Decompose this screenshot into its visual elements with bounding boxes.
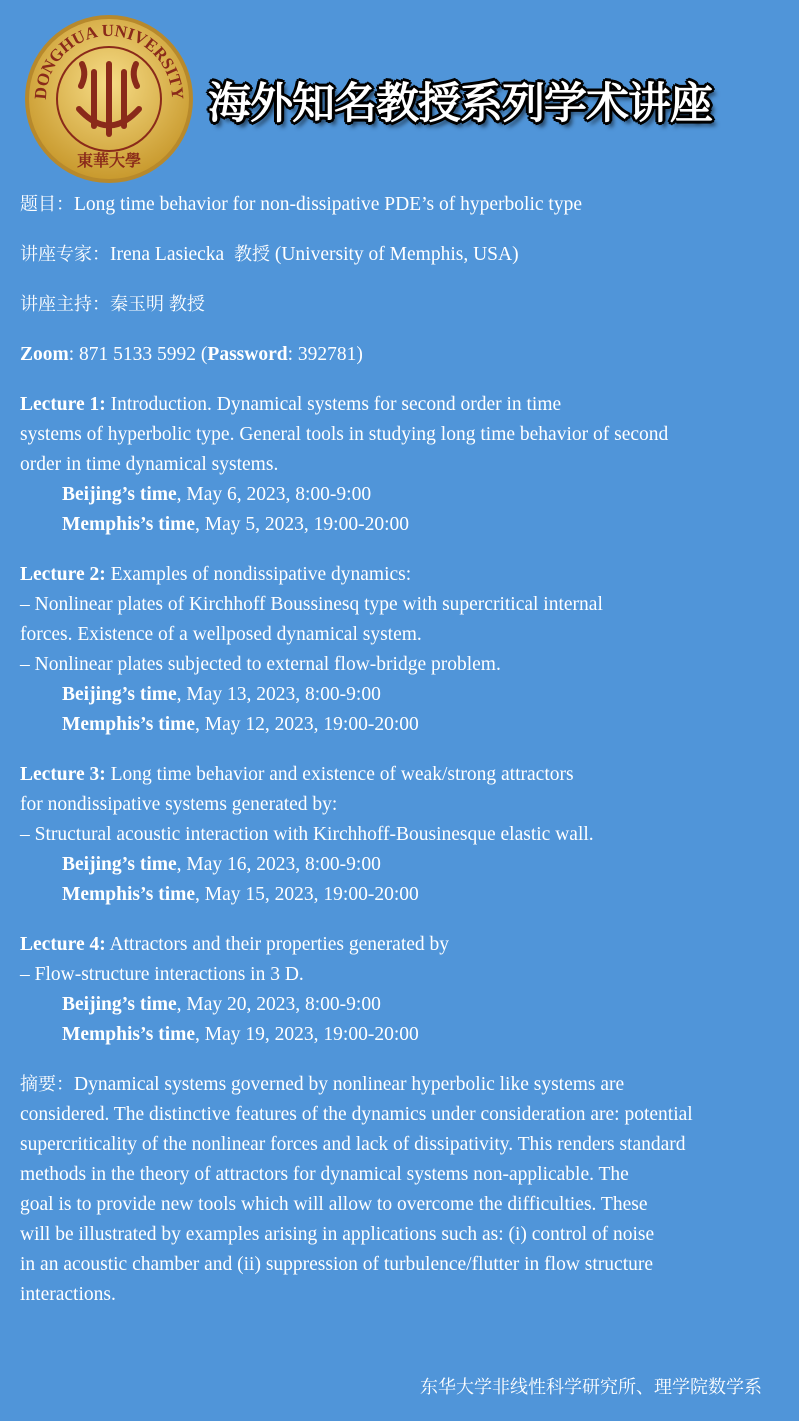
zoom-line [20,340,790,370]
memphis-time-label: Memphis’s time [62,714,196,735]
lecture-text: – Structural acoustic interaction with Kirchhoff-Bousinesque elastic wall. [20,824,594,845]
speaker-name: Irena Lasiecka [110,244,225,265]
lecture-4 [20,930,790,1050]
topic-label: 题目： [20,194,74,215]
logo-chinese-name: 東華大學 [76,151,142,170]
beijing-time-value: , May 13, 2023, 8:00-9:00 [176,684,381,705]
memphis-time-value: , May 12, 2023, 19:00-20:00 [195,714,419,735]
host-name: 秦玉明 [110,294,164,315]
password-label: Password [207,344,288,365]
speaker-affiliation: (University of Memphis, USA) [274,244,519,265]
memphis-time-value: , May 5, 2023, 19:00-20:00 [195,514,409,535]
lecture-label: Lecture 1: [20,394,106,415]
abstract-text: interactions. [20,1284,116,1305]
logo-arc-text: DONGHUA UNIVERSITY [30,20,188,101]
speaker-line [20,240,790,270]
beijing-time-value: , May 16, 2023, 8:00-9:00 [176,854,381,875]
password-value: : 392781) [287,344,363,365]
speaker-label: 讲座专家： [20,244,110,265]
university-seal-logo [24,14,194,184]
lecture-text: Examples of nondissipative dynamics: [110,564,412,585]
lecture-label: Lecture 3: [20,764,106,785]
memphis-time-label: Memphis’s time [62,1024,196,1045]
lecture-1 [20,390,790,540]
zoom-label: Zoom [20,344,69,365]
abstract [20,1070,790,1310]
lecture-2 [20,560,790,740]
lecture-text: – Nonlinear plates of Kirchhoff Boussinesq type with supercritical internal [20,594,603,615]
memphis-time-label: Memphis’s time [62,514,196,535]
organizer-footer: 东华大学非线性科学研究所、理学院数学系 [420,1377,762,1398]
lecture-text: for nondissipative systems generated by: [20,794,338,815]
host-title: 教授 [168,294,205,315]
host-line [20,290,790,320]
topic-text: Long time behavior for non-dissipative PDE’s of hyperbolic type [74,194,582,215]
host-label: 讲座主持： [20,294,110,315]
lecture-text: Attractors and their properties generated by [109,934,450,955]
abstract-label: 摘要： [20,1074,74,1095]
beijing-time-label: Beijing’s time [62,854,177,875]
topic-line [20,190,790,220]
lecture-text: – Flow-structure interactions in 3 D. [20,964,304,985]
lecture-text: Long time behavior and existence of weak/strong attractors [110,764,574,785]
beijing-time-label: Beijing’s time [62,994,177,1015]
lecture-label: Lecture 4: [20,934,106,955]
abstract-text: will be illustrated by examples arising in applications such as: (i) control of noise [20,1224,655,1245]
memphis-time-value: , May 19, 2023, 19:00-20:00 [195,1024,419,1045]
beijing-time-value: , May 6, 2023, 8:00-9:00 [176,484,372,505]
lecture-3 [20,760,790,910]
abstract-text: goal is to provide new tools which will allow to overcome the difficulties. These [20,1194,648,1215]
abstract-text: methods in the theory of attractors for dynamical systems non-applicable. The [20,1164,629,1185]
banner-title: 海外知名教授系列学术讲座 [208,79,712,129]
lecture-text: order in time dynamical systems. [20,454,279,475]
abstract-text: in an acoustic chamber and (ii) suppression of turbulence/flutter in flow structure [20,1254,654,1275]
lecture-text: Introduction. Dynamical systems for second order in time [110,394,562,415]
lecture-text: – Nonlinear plates subjected to external flow-bridge problem. [20,654,501,675]
abstract-text: Dynamical systems governed by nonlinear hyperbolic like systems are [74,1074,625,1095]
speaker-title: 教授 [233,244,270,265]
abstract-text: considered. The distinctive features of the dynamics under consideration are: potential [20,1104,693,1125]
beijing-time-value: , May 20, 2023, 8:00-9:00 [176,994,381,1015]
lecture-text: forces. Existence of a wellposed dynamical system. [20,624,422,645]
memphis-time-value: , May 15, 2023, 19:00-20:00 [195,884,419,905]
abstract-text: supercriticality of the nonlinear forces and lack of dissipativity. This renders standard [20,1134,686,1155]
lecture-label: Lecture 2: [20,564,106,585]
beijing-time-label: Beijing’s time [62,684,177,705]
beijing-time-label: Beijing’s time [62,484,177,505]
zoom-id: : 871 5133 5992 ( [68,344,208,365]
poster-content [20,190,790,1310]
memphis-time-label: Memphis’s time [62,884,196,905]
lecture-text: systems of hyperbolic type. General tools in studying long time behavior of second [20,424,669,445]
